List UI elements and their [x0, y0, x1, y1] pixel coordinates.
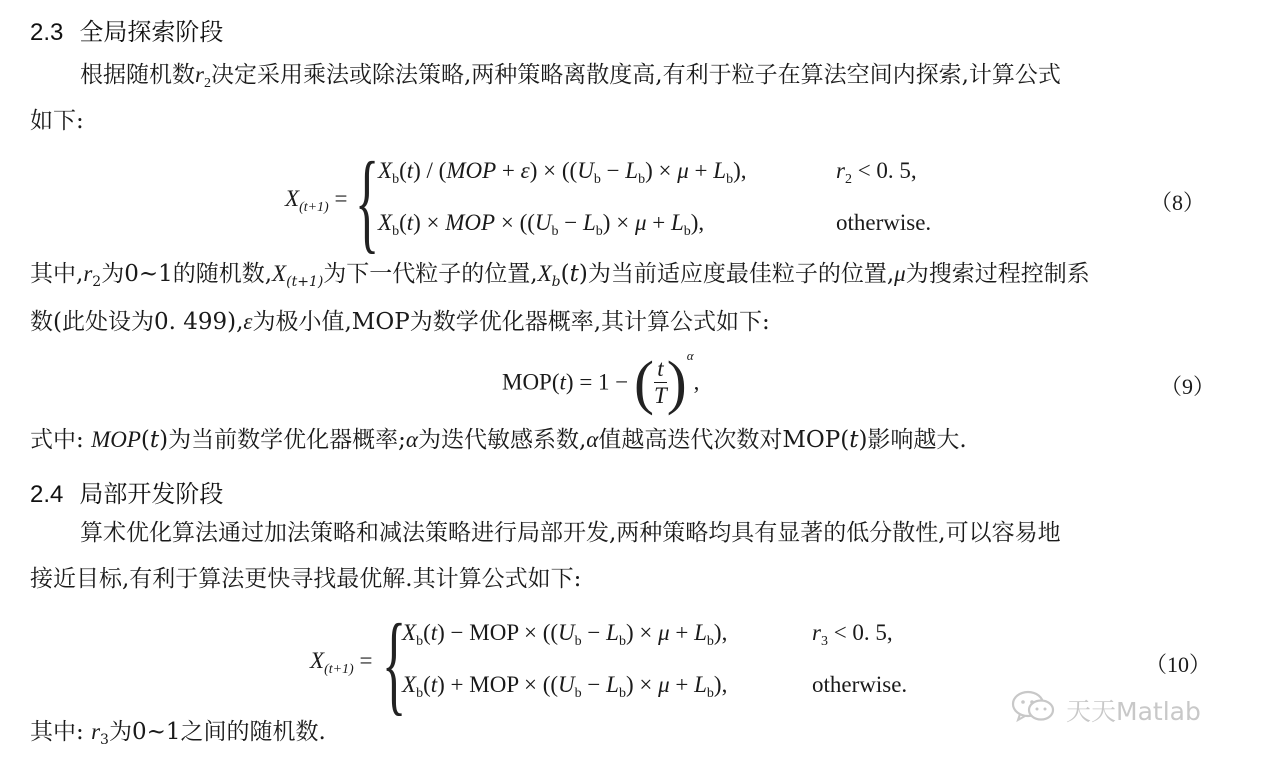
wechat-icon	[1010, 688, 1058, 732]
variable-r2: $r_2$	[195, 62, 211, 91]
equation-10-case2: $X_b(t)$ + MOP × $((U_b - L_b) \times \mu + L_b)$,	[402, 672, 728, 701]
equation-9: MOP(t) = 1 − ( $\frac{t}{T}$ )$^\alpha$,	[502, 348, 700, 416]
section-title: 局部开发阶段	[79, 480, 224, 508]
section-number: 2.4	[30, 481, 64, 508]
equation-10-lhs: $X_{(t+1)}$ =	[310, 648, 373, 677]
section-title: 全局探索阶段	[79, 18, 224, 46]
section-heading-2-4	[30, 474, 223, 509]
text-span: 决定采用乘法或除法策略,两种策略离散度高,有利于粒子在算法空间内探索,计算公式	[210, 62, 1061, 88]
paragraph-line: 式中: MOP(t)为当前数学优化器概率;α为迭代敏感系数,α值越高迭代次数对MOP(t)影响越大.	[30, 427, 967, 453]
equation-8-lhs: $X_{(t+1)}$ =	[285, 186, 348, 215]
paragraph-line: 如下:	[30, 108, 84, 134]
paragraph-line: 其中: $r_3$为0~1之间的随机数.	[30, 719, 326, 748]
equation-10-case1: $X_b(t)$ − MOP × $((U_b - L_b) \times \mu + L_b)$,	[402, 620, 728, 649]
equation-8-cond1: $r_2 < 0$. 5,	[836, 158, 917, 187]
equation-brace: {	[382, 602, 407, 726]
equation-8-case2: $X_b(t)$ × MOP × $((U_b - L_b) \times \mu + L_b)$,	[378, 210, 705, 239]
equation-number-9: （9）	[1160, 374, 1216, 399]
equation-10-cond1: $r_3 < 0$. 5,	[812, 620, 893, 649]
watermark-text: 天天Matlab	[1066, 697, 1201, 726]
paragraph-line: 接近目标,有利于算法更快寻找最优解.其计算公式如下:	[30, 566, 582, 592]
paragraph-line: 算术优化算法通过加法策略和减法策略进行局部开发,两种策略均具有显著的低分散性,可以容易地	[80, 520, 1061, 546]
section-heading-2-3	[30, 12, 223, 47]
equation-number-10: （10）	[1145, 652, 1212, 677]
fraction: $\frac{t}{T}$	[654, 356, 667, 409]
watermark	[1010, 688, 1201, 732]
equation-10-cond2: otherwise.	[812, 672, 908, 697]
paragraph-line	[80, 63, 1061, 91]
paragraph-line: 其中$,r_2$为0~1的随机数$,X_{(t+1)}$为下一代粒子的位置$,X_b(t)$为当前适应度最佳粒子的位置,μ为搜索过程控制系	[30, 261, 1090, 290]
equation-8-cond2: otherwise.	[836, 210, 932, 235]
equation-8-case1: $X_b(t) / (MOP + \varepsilon) \times ((U_b - L_b) \times \mu + L_b)$,	[378, 158, 747, 187]
section-number: 2.3	[30, 19, 64, 46]
paragraph-line: 数(此处设为0. 499),ε为极小值,MOP为数学优化器概率,其计算公式如下:	[30, 309, 770, 335]
equation-brace: {	[355, 140, 380, 264]
text-span: 根据随机数	[80, 62, 195, 88]
equation-number-8: （8）	[1150, 190, 1206, 215]
